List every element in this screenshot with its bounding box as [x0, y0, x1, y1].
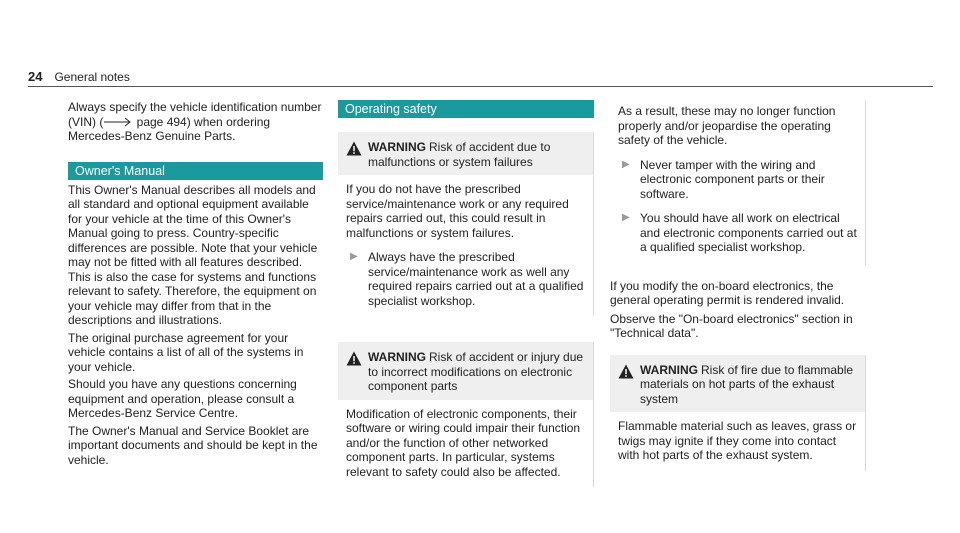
operating-safety-heading: Operating safety [338, 100, 594, 118]
page-number: 24 [28, 69, 43, 84]
warning-header [610, 355, 865, 413]
warning-label: WARNING [640, 362, 698, 377]
warning-header [338, 342, 593, 400]
warning-headline-text: Risk of fire due to flammable materials on hot parts of the exhaust system [640, 362, 854, 406]
warning-continuation-box [610, 100, 866, 265]
page-title: General notes [54, 70, 130, 84]
left-column [68, 100, 323, 470]
warning-box [338, 132, 594, 316]
bullet-arrow-icon: ▶ [622, 212, 630, 223]
warning-label: WARNING [368, 140, 426, 154]
warning-box [338, 342, 594, 487]
continuation-text: As a result, these may no longer function properly and/or jeopardise the operating safety of the vehicle. [618, 104, 836, 147]
body-paragraph: The Owner's Manual and Service Booklet are important documents and should be kept in the vehicle. [68, 423, 318, 467]
warning-body [338, 400, 593, 488]
warning-body-text: Flammable material such as leaves, grass or twigs may ignite if they come into contact with hot parts of the exhaust system. [618, 419, 857, 462]
body-paragraph: Observe the "On-board electronics" section in "Technical data". [610, 311, 853, 340]
warning-triangle-icon [618, 364, 634, 379]
bullet-arrow-icon: ▶ [350, 251, 358, 262]
warning-headline [368, 350, 585, 394]
vin-text: Always specify the vehicle identification number (VIN) ( [68, 100, 322, 129]
warning-label: WARNING [368, 350, 426, 364]
warning-triangle-icon [346, 141, 362, 156]
body-paragraph: This Owner's Manual describes all models and all standard and optional equipment available for your vehicle at the time of this Owner's Manual going to press. Country-specific differences are possible. Note that your vehicle may not be fitted with all features described. This is also the case for systems and functions relevant to safety. Therefore, the equipment on your vehicle may differ from that in the descriptions and illustrations. [68, 182, 318, 327]
bullet-item [618, 211, 857, 255]
warning-body [338, 175, 593, 316]
warning-body-text: Modification of electronic components, their software or wiring could impair their function and/or the function of other networked component parts. In particular, systems relevant to safety could also be affected. [346, 406, 581, 479]
body-paragraph: If you modify the on-board electronics, the general operating permit is rendered invalid. [610, 278, 845, 307]
vin-text-continued: page 494) when ordering Mercedes-Benz Genuine Parts. [68, 114, 271, 143]
bullet-arrow-icon: ▶ [622, 158, 630, 170]
bullet-text: Never tamper with the wiring and electronic component parts or their software. [640, 157, 825, 201]
middle-column [338, 100, 594, 487]
warning-headline [368, 140, 585, 169]
owners-manual-heading: Owner's Manual [68, 162, 323, 180]
vin-paragraph [68, 100, 323, 144]
warning-triangle-icon [346, 351, 362, 366]
warning-headline-text: Risk of accident or injury due to incorrect modifications on electronic component parts [368, 350, 584, 393]
page-reference-arrow-icon[interactable] [103, 117, 133, 127]
right-column [610, 100, 866, 471]
body-paragraph: The original purchase agreement for your vehicle contains a list of all of the systems in your vehicle. [68, 330, 304, 374]
warning-body-text: If you do not have the prescribed service/maintenance work or any required repairs carried out, this could result in malfunctions or system failures. [346, 182, 569, 240]
warning-header [338, 132, 593, 175]
warning-headline [640, 363, 857, 407]
page-header [28, 70, 130, 86]
warning-body [610, 412, 865, 471]
bullet-item [346, 250, 585, 308]
header-divider [28, 86, 933, 87]
warning-box [610, 355, 866, 471]
right-paragraphs [610, 279, 866, 341]
bullet-text: You should have all work on electrical and electronic components carried out at a qualified specialist workshop. [640, 211, 857, 254]
warning-headline-text: Risk of accident due to malfunctions or system failures [368, 140, 551, 169]
bullet-text: Always have the prescribed service/maintenance work as well any required repairs carried out at a qualified specialist workshop. [368, 250, 584, 308]
bullet-item [618, 158, 857, 202]
body-paragraph: Should you have any questions concerning equipment and operation, please consult a Mercedes-Benz Service Centre. [68, 377, 297, 420]
